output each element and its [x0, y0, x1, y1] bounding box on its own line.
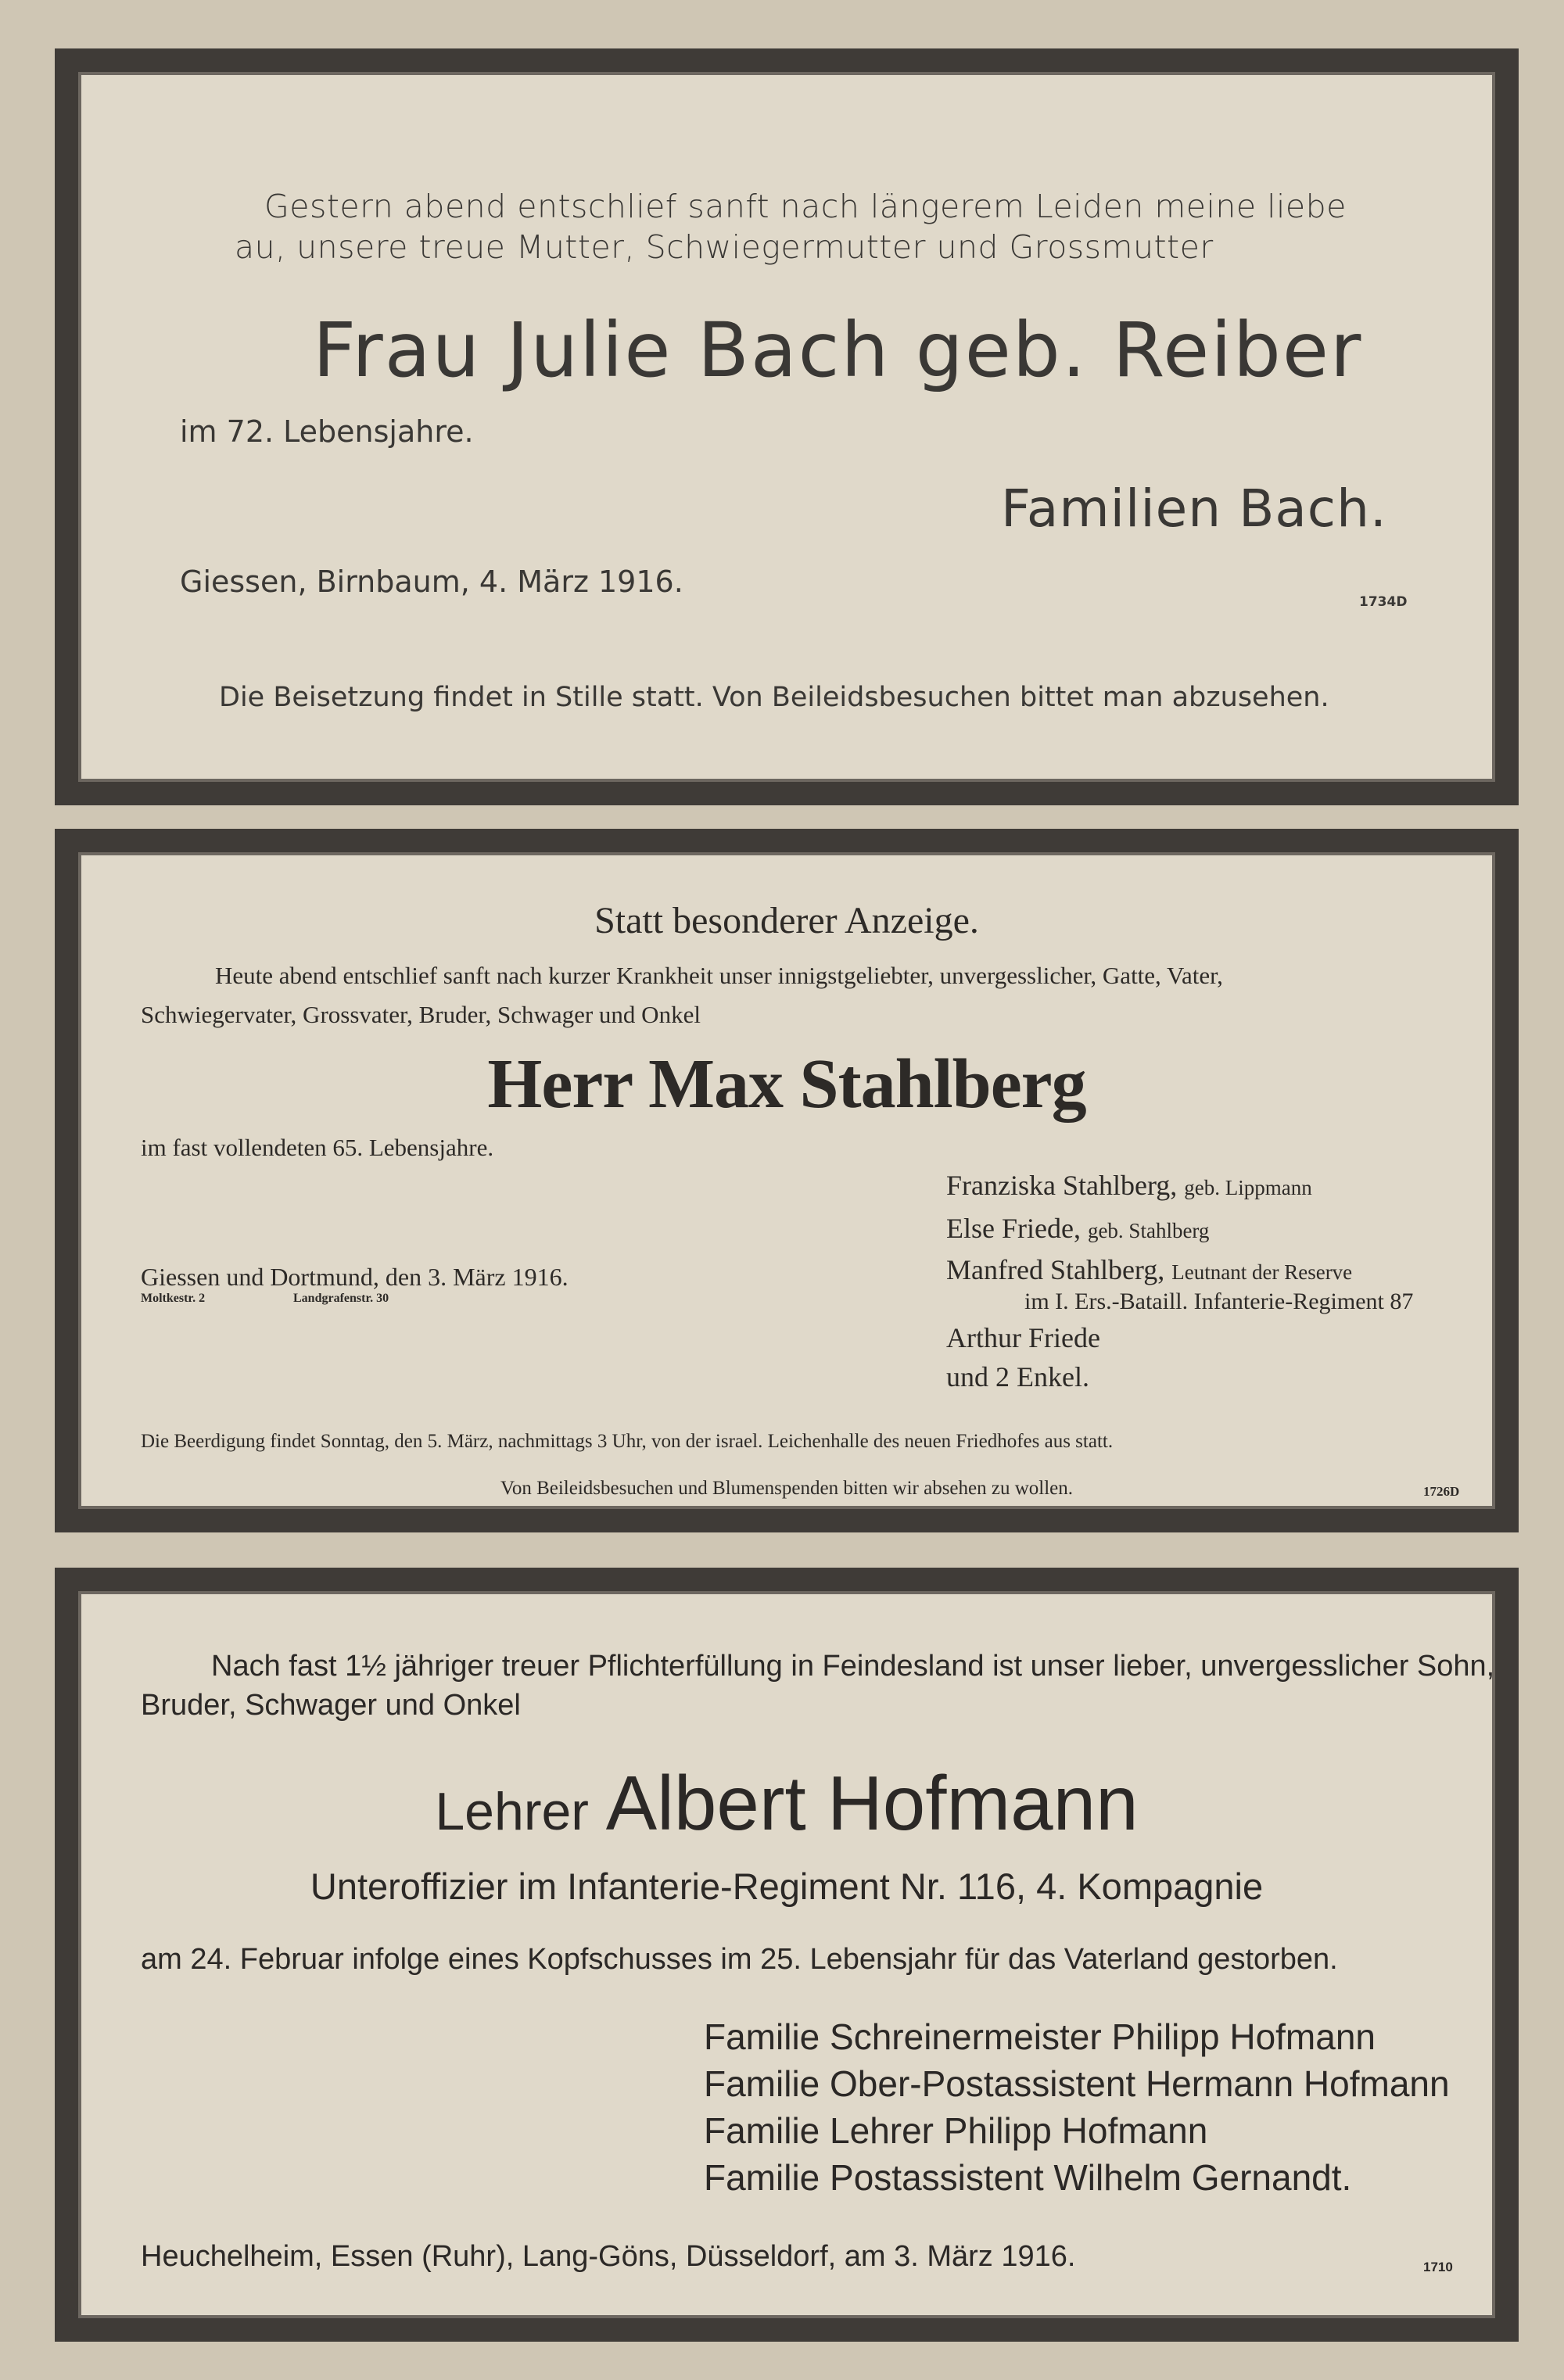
- notice2-mourner-1: [946, 1169, 1312, 1202]
- notice2-request: Von Beileidsbesuchen und Blumenspenden bitten wir absehen zu wollen.: [500, 1478, 1074, 1499]
- notice1-intro-line1: Gestern abend entschlief sanft nach längerem Leiden meine liebe: [264, 188, 1347, 225]
- notice2-deceased-name: Herr Max Stahlberg: [487, 1045, 1086, 1123]
- notice2-heading: Statt besonderer Anzeige.: [594, 900, 979, 941]
- notice2-code: 1726D: [1423, 1484, 1460, 1499]
- mourner-note: geb. Stahlberg: [1087, 1219, 1210, 1242]
- notice3-code: 1710: [1423, 2260, 1453, 2274]
- notice3-family-2: Familie Ober-Postassistent Hermann Hofmann: [704, 2063, 1450, 2104]
- notice1-family: Familien Bach.: [1001, 479, 1387, 539]
- notice3-intro-line2: Bruder, Schwager und Onkel: [141, 1689, 521, 1722]
- notice3-place-date: Heuchelheim, Essen (Ruhr), Lang-Göns, Düsseldorf, am 3. März 1916.: [141, 2240, 1076, 2273]
- notice2-mourner-4: Arthur Friede: [946, 1322, 1100, 1353]
- notice1-age: im 72. Lebensjahre.: [180, 414, 474, 449]
- notice3-family-3: Familie Lehrer Philipp Hofmann: [704, 2110, 1208, 2151]
- notice2-address-2: Landgrafenstr. 30: [293, 1292, 389, 1305]
- notice2-mourner-2: [946, 1212, 1209, 1245]
- notice2-place-date: Giessen und Dortmund, den 3. März 1916.: [141, 1263, 569, 1291]
- notice2-mourner-sub: im I. Ers.-Bataill. Infanterie-Regiment 87: [1024, 1289, 1414, 1314]
- notice1-code: 1734D: [1359, 594, 1408, 610]
- notice2-funeral: Die Beerdigung findet Sonntag, den 5. März, nachmittags 3 Uhr, von der israel. Leichenhalle des neuen Friedhofes aus statt.: [141, 1431, 1114, 1452]
- mourner-name: Manfred Stahlberg,: [946, 1254, 1165, 1285]
- notice1-deceased-name: Frau Julie Bach geb. Reiber: [313, 306, 1363, 394]
- notice2-age: im fast vollendeten 65. Lebensjahre.: [141, 1134, 494, 1161]
- notice2-intro-line2: Schwiegervater, Grossvater, Bruder, Schwager und Onkel: [141, 1001, 701, 1028]
- mourner-name: Else Friede,: [946, 1213, 1081, 1244]
- notice2-address-1: Moltkestr. 2: [141, 1292, 206, 1305]
- notice3-rank: Unteroffizier im Infanterie-Regiment Nr. 116, 4. Kompagnie: [310, 1866, 1264, 1907]
- notice2-mourner-3: [946, 1253, 1352, 1286]
- obituary-notice-bach: [55, 48, 1519, 805]
- notice1-place-date: Giessen, Birnbaum, 4. März 1916.: [180, 565, 683, 599]
- notice3-deceased-name: [78, 1759, 1495, 1848]
- notice3-death: am 24. Februar infolge eines Kopfschusses im 25. Lebensjahr für das Vaterland gestorben.: [141, 1943, 1338, 1976]
- notice3-intro-line1: Nach fast 1½ jähriger treuer Pflichterfüllung in Feindesland ist unser lieber, unvergesslicher Sohn,: [211, 1650, 1495, 1683]
- notice3-name: Albert Hofmann: [605, 1760, 1139, 1846]
- mourner-note: geb. Lippmann: [1184, 1176, 1312, 1199]
- notice3-family-1: Familie Schreinermeister Philipp Hofmann: [704, 2016, 1376, 2057]
- notice2-intro-line1: Heute abend entschlief sanft nach kurzer Krankheit unser innigstgeliebter, unvergesslicher, Gatte, Vater,: [215, 962, 1223, 989]
- notice1-intro-line2: au, unsere treue Mutter, Schwiegermutter und Grossmutter: [235, 228, 1214, 266]
- mourner-name: Franziska Stahlberg,: [946, 1170, 1178, 1201]
- obituary-notice-stahlberg: [55, 829, 1519, 1532]
- notice2-mourner-5: und 2 Enkel.: [946, 1361, 1089, 1393]
- mourner-note: Leutnant der Reserve: [1171, 1260, 1353, 1284]
- notice3-family-4: Familie Postassistent Wilhelm Gernandt.: [704, 2157, 1352, 2198]
- notice3-title-prefix: Lehrer: [435, 1782, 589, 1841]
- obituary-notice-hofmann: [55, 1568, 1519, 2342]
- notice1-footer: Die Beisetzung findet in Stille statt. Von Beileidsbesuchen bittet man abzusehen.: [219, 682, 1329, 713]
